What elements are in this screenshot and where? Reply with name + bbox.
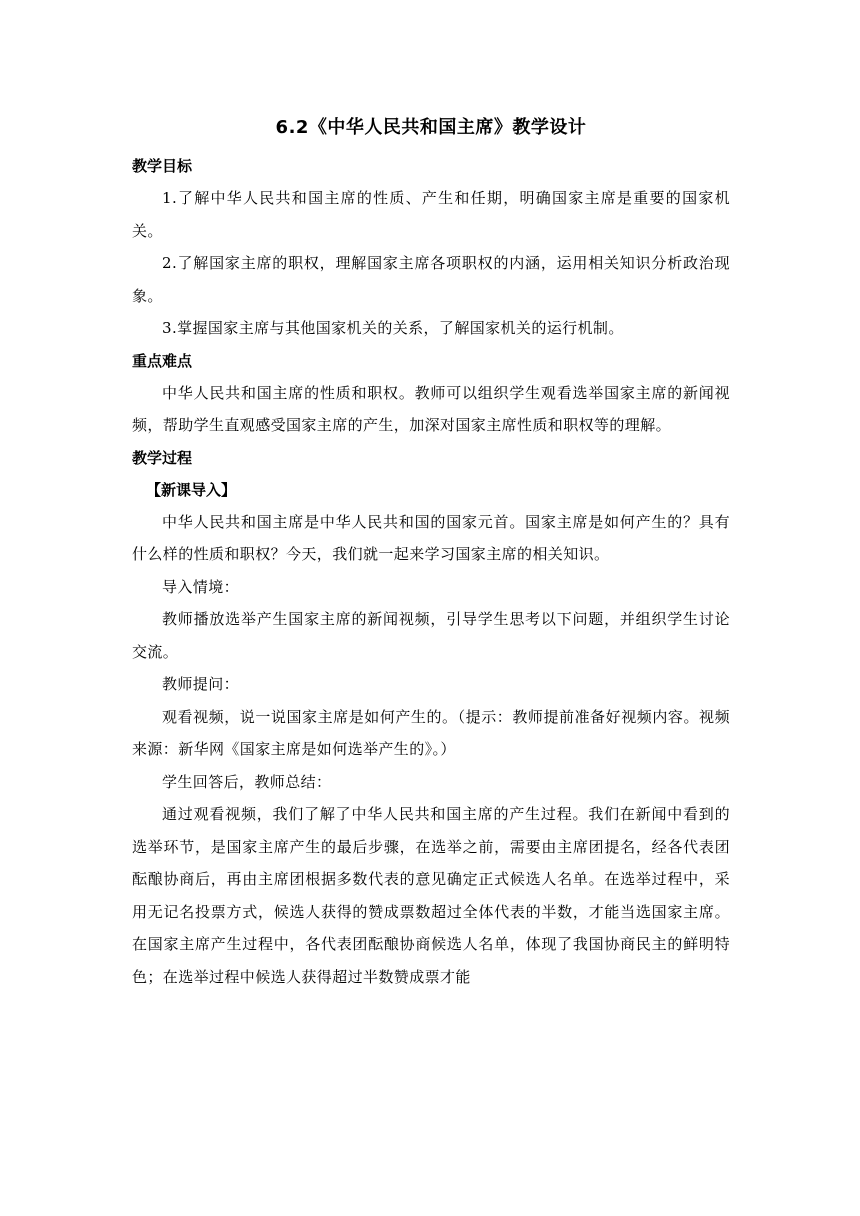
process-paragraph: 教师播放选举产生国家主席的新闻视频，引导学生思考以下问题，并组织学生讨论交流。 [132, 610, 730, 661]
section-heading-objectives: 教学目标 [132, 157, 193, 175]
process-paragraph: 学生回答后，教师总结： [162, 772, 332, 791]
process-paragraph: 观看视频，说一说国家主席是如何产生的。（提示：教师提前准备好视频内容。视频来源：新华网《国家主席是如何选举产生的》。） [132, 707, 730, 758]
key-points-paragraph: 中华人民共和国主席的性质和职权。教师可以组织学生观看选举国家主席的新闻视频，帮助学生直观感受国家主席的产生，加深对国家主席性质和职权等的理解。 [132, 383, 730, 434]
objective-item: 3.掌握国家主席与其他国家机关的关系，了解国家机关的运行机制。 [162, 319, 624, 337]
process-paragraph: 导入情境： [162, 577, 240, 596]
objective-item: 2.了解国家主席的职权，理解国家主席各项职权的内涵，运用相关知识分析政治现象。 [132, 254, 730, 305]
section-heading-key-points: 重点难点 [132, 351, 193, 370]
objective-item: 1.了解中华人民共和国主席的性质、产生和任期，明确国家主席是重要的国家机关。 [132, 189, 730, 240]
process-paragraph: 中华人民共和国主席是中华人民共和国的国家元首。国家主席是如何产生的？具有什么样的性质和职权？今天，我们就一起来学习国家主席的相关知识。 [132, 512, 730, 563]
process-paragraph: 通过观看视频，我们了解了中华人民共和国主席的产生过程。我们在新闻中看到的选举环节，是国家主席产生的最后步骤，在选举之前，需要由主席团提名，经各代表团酝酿协商后，再由主席团根据多数代表的意见确定正式候选人名单。在选举过程中，采用无记名投票方式，候选人获得的赞成票数超过全体代表的半数，才能当选国家主席。在国家主席产生过程中，各代表团酝酿协商候选人名单，体现了我国协商民主的鲜明特色；在选举过程中候选人获得超过半数赞成票才能 [132, 805, 730, 986]
document-title: 6.2《中华人民共和国主席》教学设计 [275, 117, 587, 138]
section-heading-process: 教学过程 [132, 448, 193, 467]
process-paragraph: 教师提问： [162, 675, 240, 693]
document-page [132, 112, 730, 993]
subheading-lesson-intro: 【新课导入】 [146, 480, 237, 499]
